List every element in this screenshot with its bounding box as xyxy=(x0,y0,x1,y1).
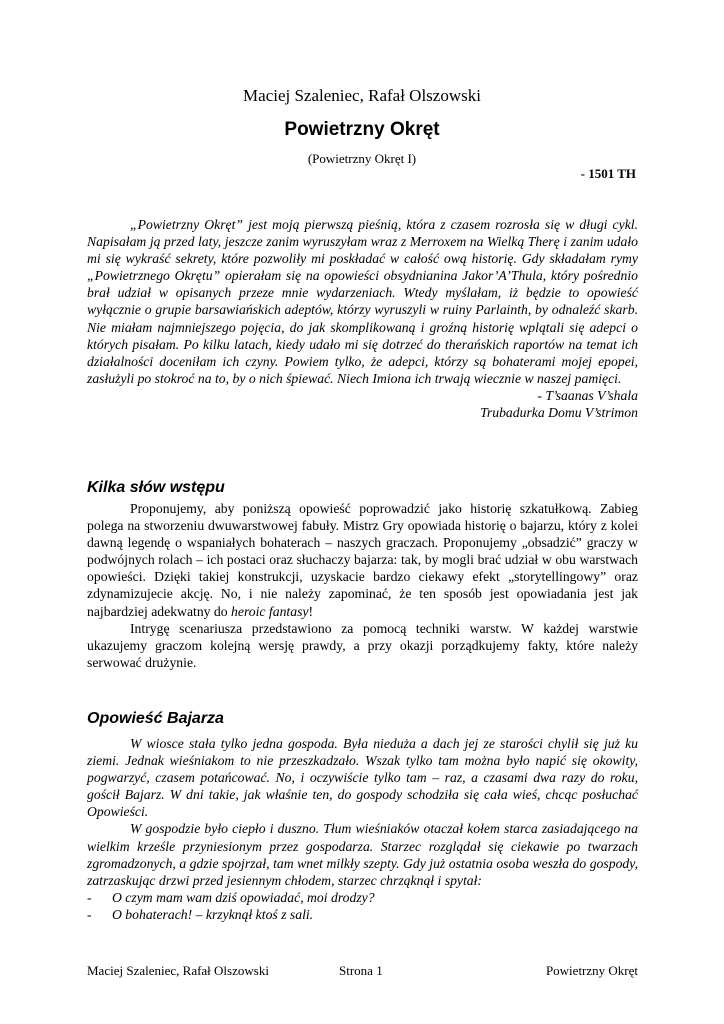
intro-section xyxy=(87,500,638,671)
section-heading-story: Opowieść Bajarza xyxy=(87,710,224,727)
intro-paragraph-1-end: ! xyxy=(308,603,314,619)
dialog-line xyxy=(87,906,638,923)
epigraph-signature-title: Trubadurka Domu V’strimon xyxy=(480,405,638,421)
section-heading-intro: Kilka słów wstępu xyxy=(87,479,225,496)
story-paragraph-1: W wiosce stała tylko jedna gospoda. Była nieduża a dach jej ze starości chylił się już ku ziemi. Jednak wieśniakom to nie przeszkadzało. Wszak tylko tam można było napić się okowity, pogwarzyć, czasem potańcować. No, i oczywiście tylko tam – raz, a czasami dwa razy do roku, gościł Bajarz. W dni takie, jak właśnie ten, do gospody schodziła się cała wieś, chcąc posłuchać Opowieści. xyxy=(87,736,638,820)
dialog-line xyxy=(87,889,638,906)
dialog-text: O bohaterach! – krzyknął ktoś z sali. xyxy=(112,906,314,922)
epigraph xyxy=(87,216,638,421)
intro-paragraph-2: Intrygę scenariusza przedstawiono za pomocą techniki warstw. W każdej warstwie ukazujemy graczom kolejną wersję prawdy, a przy okazji porządkujemy fakty, które należy serwować drużynie. xyxy=(87,620,638,670)
intro-paragraph-1-text: Proponujemy, aby poniższą opowieść poprowadzić jako historię szkatułkową. Zabieg polega na stworzeniu dwuwarstwowej fabuły. Mistrz Gry opowiada historię o bajarzu, który z kolei dawną legendę o wspaniałych bohaterach – naszych graczach. Proponujemy „obsadzić” graczy w podwójnych rolach – ich postaci oraz słuchaczy bajarza: tak, by mogli brać udział w obu warstwach opowieści. Dzięki takiej konstrukcji, uzyskacie bardzo ciekawy efekt „storytellingowy” oraz zdynamizujecie akcję. No, i nie należy zapominać, że ten sposób jest opowiadania jest jak najbardziej adekwatny do xyxy=(87,501,638,619)
footer-page-number: Strona 1 xyxy=(339,963,383,978)
document-subtitle: (Powietrzny Okręt I) xyxy=(307,151,417,166)
footer-title: Powietrzny Okręt xyxy=(545,963,638,978)
document-title: Powietrzny Okręt xyxy=(284,119,440,140)
dialog-dash: - xyxy=(87,906,92,922)
document-date: - 1501 TH xyxy=(580,166,636,181)
intro-paragraph-1 xyxy=(87,500,638,620)
story-section xyxy=(87,735,638,923)
author-names: Maciej Szaleniec, Rafał Olszowski xyxy=(243,86,481,105)
dialog-dash: - xyxy=(87,889,92,905)
story-paragraph-2: W gospodzie było ciepło i duszno. Tłum wieśniaków otaczał kołem starca zasiadającego na wielkim krześle przyniesionym przez gospodarza. Starzec rozglądał się ciekawie po twarzach zgromadzonych, a gdzie spojrzał, tam wnet milkły szepty. Gdy już ostatnia osoba weszła do gospody, zatrzaskując drzwi przed jesiennym chłodem, starzec chrząknął i spytał: xyxy=(87,821,638,888)
intro-paragraph-1-emphasis: heroic fantasy xyxy=(231,603,309,619)
epigraph-text: „Powietrzny Okręt” jest moją pierwszą pieśnią, która z czasem rozrosła się w długi cykl. Napisałam ją przed laty, jeszcze zanim wyruszyłam wraz z Merroxem na Wielką Therę i zanim udało mi się wykraść sekrety, które pozwoliły mi poskładać w całość ową historię. Gdy składałam rymy „Powietrznego Okrętu” opierałam się na opowieści obsydnianina Jakor’A’Thula, który pośrednio brał udział w opisanych przeze mnie wydarzeniach. Wtedy myślałam, iż będzie to opowieść wyłącznie o grupie barsawiańskich adeptów, którzy wyruszyli w ruiny Parlainth, by odnaleźć skarb. Nie miałam najmniejszego pojęcia, do jak skomplikowaną i groźną historię wplątali się adepci o których pisałam. Po kilku latach, kiedy udało mi się dotrzeć do therańskich raportów na temat ich działalności doceniłam ich czyny. Powiem tylko, że adepci, którzy są bohaterami mojej epopei, zasłużyli po stokroć na to, by o nich śpiewać. Niech Imiona ich trwają wiecznie w naszej pamięci. xyxy=(87,217,638,386)
dialog-text: O czym mam wam dziś opowiadać, moi drodzy? xyxy=(112,889,375,905)
epigraph-signature: - T’saanas V’shala xyxy=(537,387,638,403)
footer-authors: Maciej Szaleniec, Rafał Olszowski xyxy=(87,963,269,978)
